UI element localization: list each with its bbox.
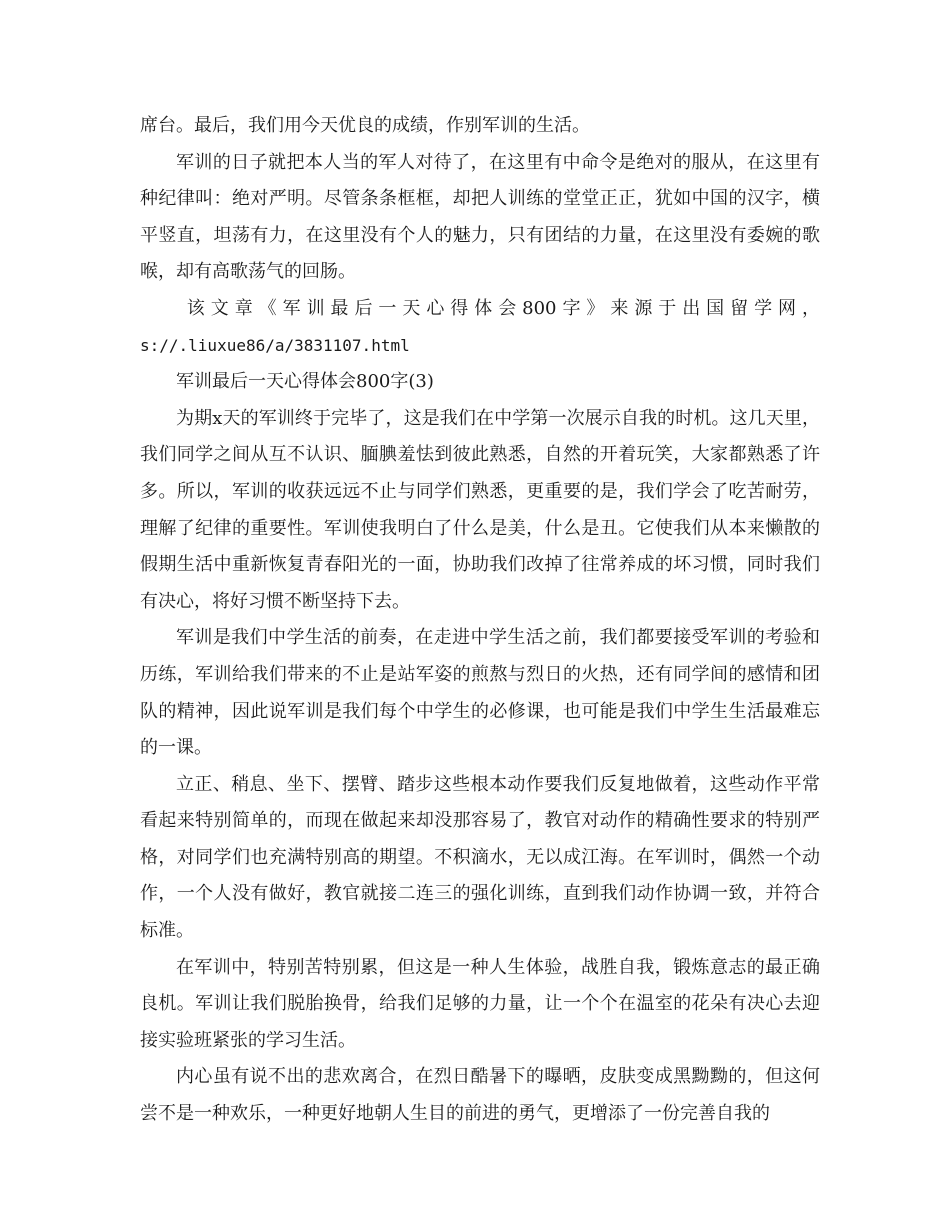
- source-url: s://.liuxue86/a/3831107.html: [140, 335, 410, 355]
- section-heading: 军训最后一天心得体会800字(3): [176, 371, 434, 393]
- paragraph: 为期x天的军训终于完毕了，这是我们在中学第一次展示自我的时机。这几天里，我们同学之间从互不认识、腼腆羞怯到彼此熟悉，自然的开着玩笑，大家都熟悉了许多。所以，军训的收获远远不止与同学们熟悉，更重要的是，我们学会了吃苦耐劳，理解了纪律的重要性。军训使我明白了什么是美，什么是丑。它使我们从本来懒散的假期生活中重新恢复青春阳光的一面，协助我们改掉了往常养成的坏习惯，同时我们有决心，将好习惯不断坚持下去。: [140, 407, 820, 612]
- paragraph: 立正、稍息、坐下、摆臂、踏步这些根本动作要我们反复地做着，这些动作平常看起来特别简单的，而现在做起来却没那容易了，教官对动作的精确性要求的特别严格，对同学们也充满特别高的期望。不积滴水，无以成江海。在军训时，偶然一个动作，一个人没有做好，教官就接二连三的强化训练，直到我们动作协调一致，并符合标准。: [140, 773, 820, 942]
- paragraph: 内心虽有说不出的悲欢离合，在烈日酷暑下的曝晒，皮肤变成黑黝黝的，但这何尝不是一种欢乐，一种更好地朝人生目的前进的勇气，更增添了一份完善自我的: [140, 1066, 820, 1125]
- source-note: 该文章《军训最后一天心得体会800字》来源于出国留学网，: [186, 297, 820, 319]
- paragraph: 在军训中，特别苦特别累，但这是一种人生体验，战胜自我，锻炼意志的最正确良机。军训让我们脱胎换骨，给我们足够的力量，让一个个在温室的花朵有决心去迎接实验班紧张的学习生活。: [140, 956, 820, 1051]
- paragraph-continued: 席台。最后，我们用今天优良的成绩，作别军训的生活。: [140, 115, 590, 136]
- paragraph: 军训是我们中学生活的前奏，在走进中学生活之前，我们都要接受军训的考验和历练，军训给我们带来的不止是站军姿的煎熬与烈日的火热，还有同学间的感情和团队的精神，因此说军训是我们每个中学生的必修课，也可能是我们中学生生活最难忘的一课。: [140, 627, 820, 759]
- paragraph: 军训的日子就把本人当的军人对待了，在这里有中命令是绝对的服从，在这里有种纪律叫：绝对严明。尽管条条框框，却把人训练的堂堂正正，犹如中国的汉字，横平竖直，坦荡有力，在这里没有个人的魅力，只有团结的力量，在这里没有委婉的歌喉，却有高歌荡气的回肠。: [140, 151, 820, 283]
- document-body: [140, 108, 820, 1133]
